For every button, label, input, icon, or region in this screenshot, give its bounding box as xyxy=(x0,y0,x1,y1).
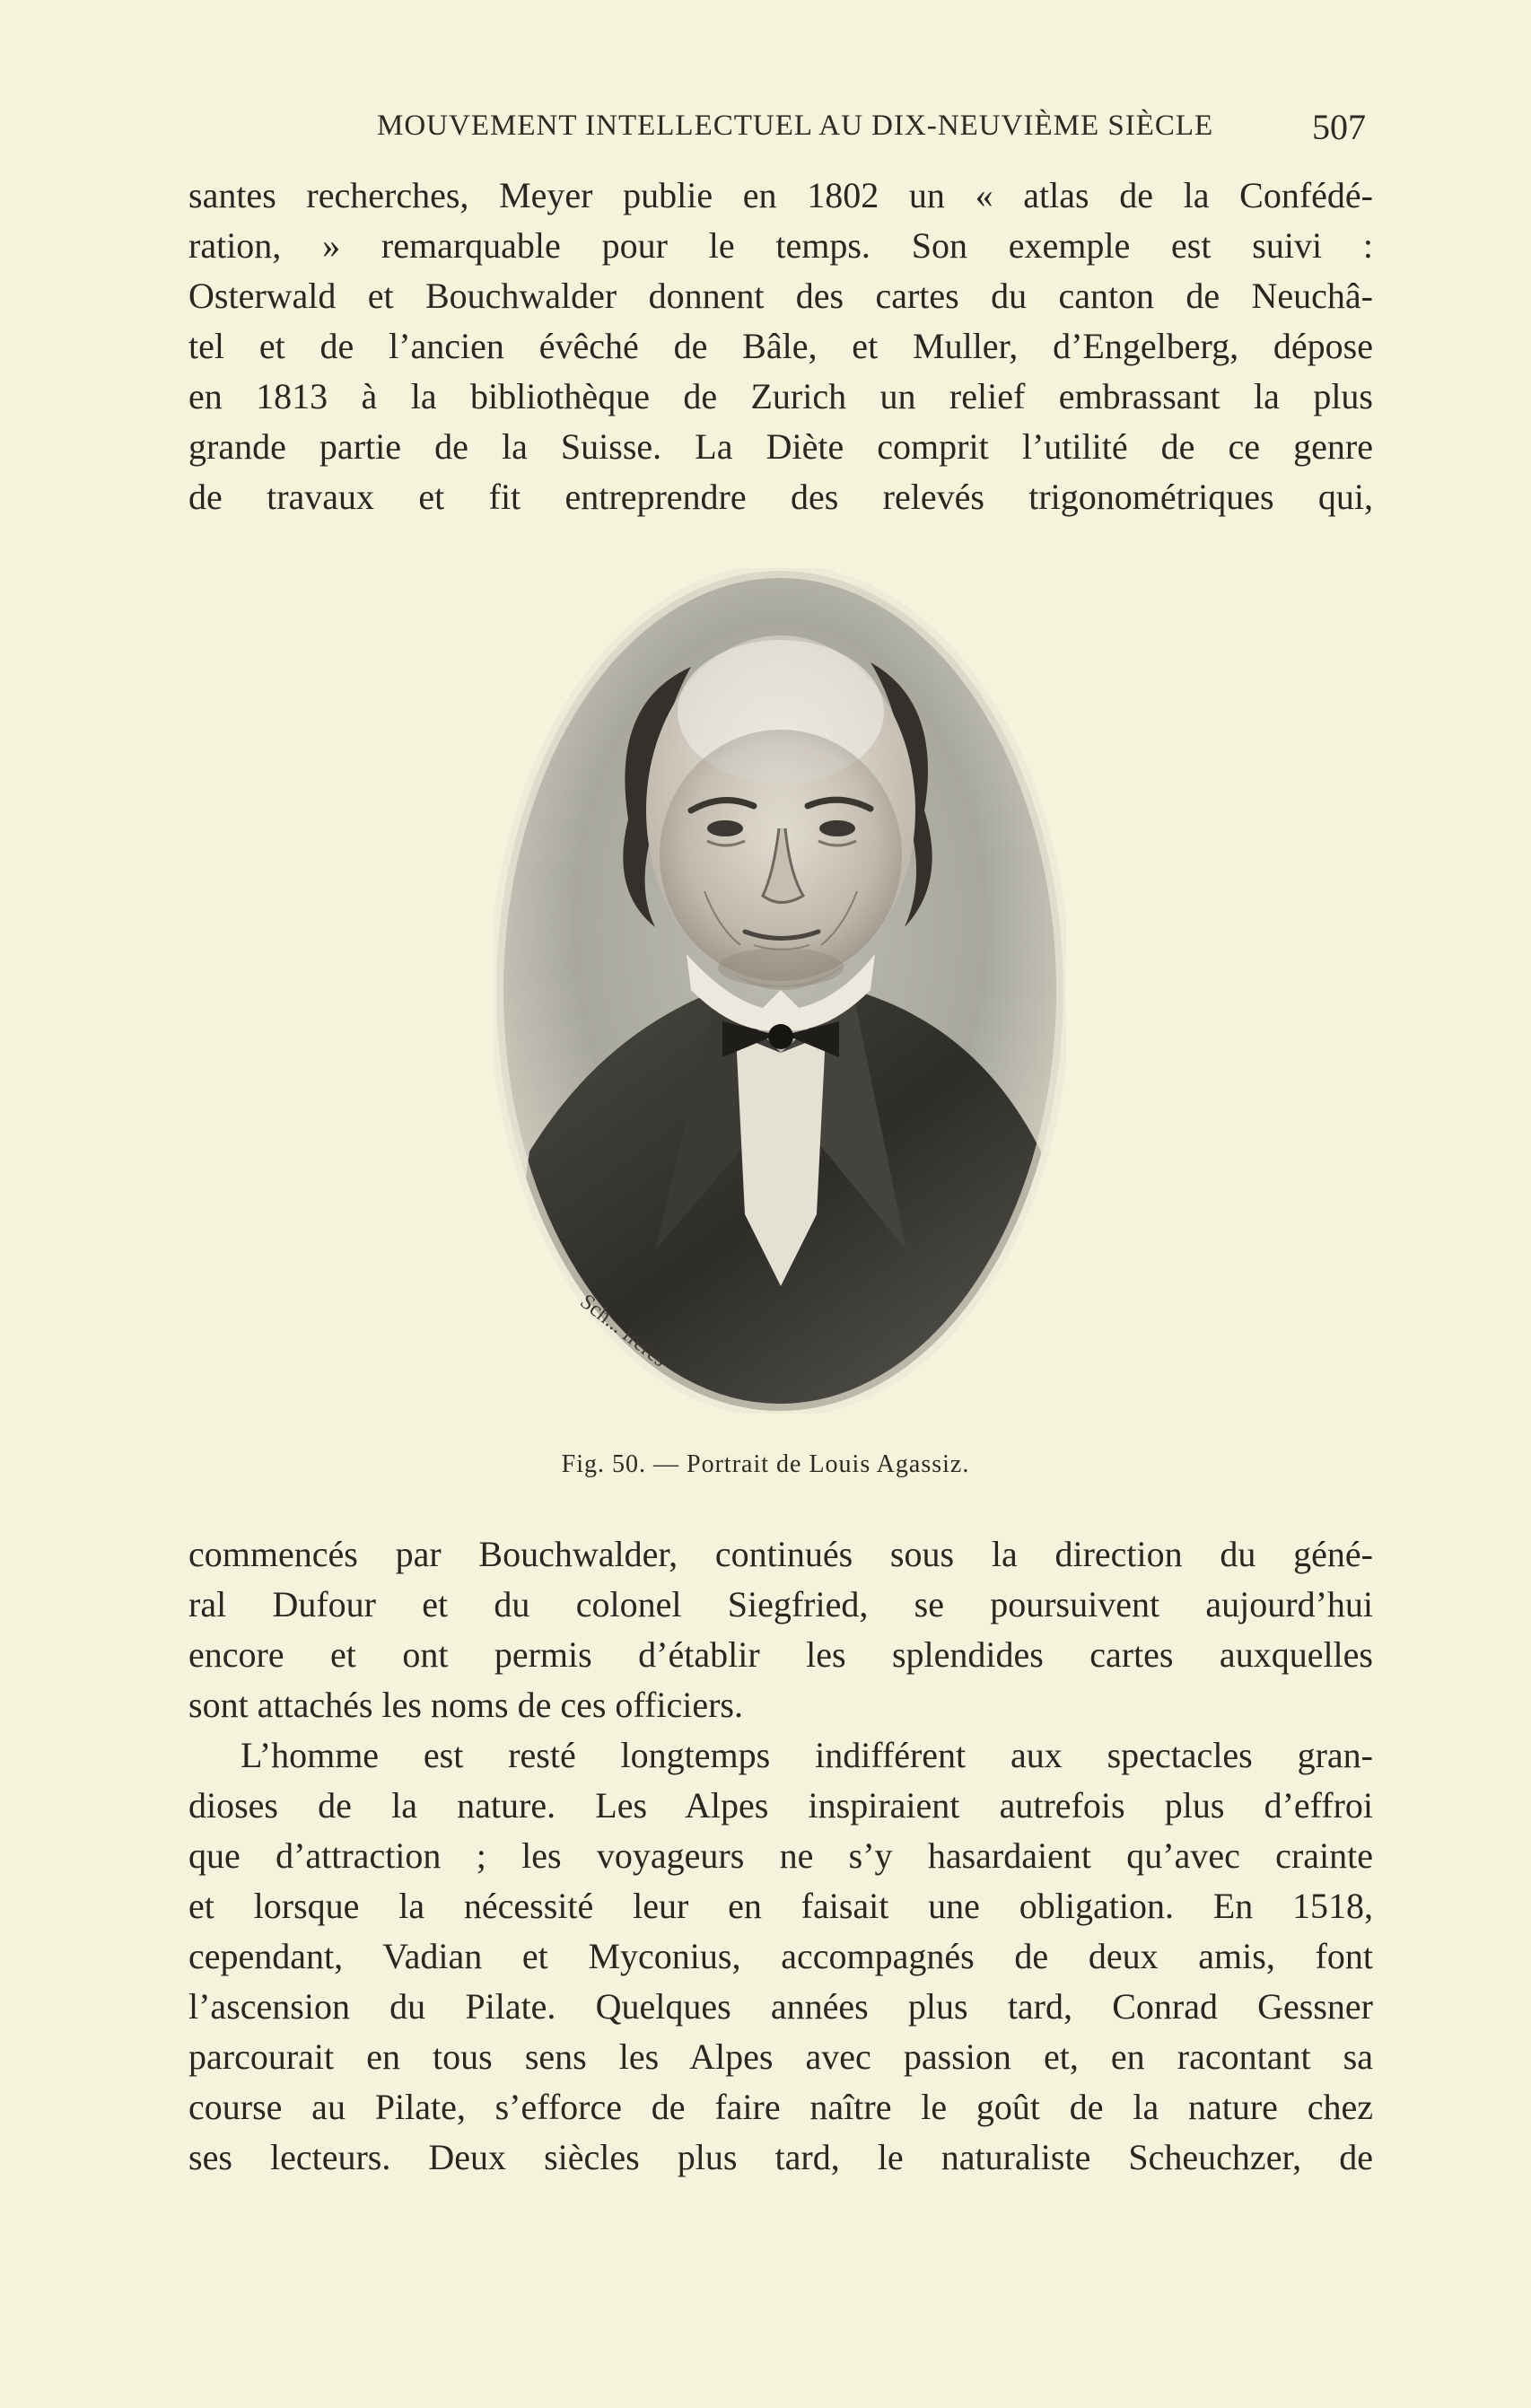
text-line: L’homme est resté longtemps indifférent aux spectacles gran- xyxy=(241,1735,1373,1775)
running-title: MOUVEMENT INTELLECTUEL AU DIX-NEUVIÈME SIÈCLE xyxy=(377,109,1214,142)
text-line: ral Dufour et du colonel Siegfried, se poursuivent aujourd’hui xyxy=(188,1584,1373,1624)
text-line: de travaux et fit entreprendre des relevés trigonométriques qui, xyxy=(188,477,1373,517)
paragraph-2 xyxy=(188,1529,1373,1730)
photographer-signature: Sch... freres xyxy=(575,1290,671,1372)
figure-caption: Fig. 50. — Portrait de Louis Agassiz. xyxy=(561,1450,970,1478)
text-line: course au Pilate, s’efforce de faire naître le goût de la nature chez xyxy=(188,2087,1373,2127)
paragraph-1 xyxy=(188,171,1373,522)
text-line: ration, » remarquable pour le temps. Son exemple est suivi : xyxy=(188,225,1373,266)
text-line: cependant, Vadian et Myconius, accompagnés de deux amis, font xyxy=(188,1936,1373,1976)
text-line: parcourait en tous sens les Alpes avec passion et, en racontant sa xyxy=(188,2036,1373,2077)
text-line: tel et de l’ancien évêché de Bâle, et Muller, d’Engelberg, dépose xyxy=(188,326,1373,366)
text-line: ses lecteurs. Deux siècles plus tard, le naturaliste Scheuchzer, de xyxy=(188,2137,1373,2177)
text-line: dioses de la nature. Les Alpes inspiraient autrefois plus d’effroi xyxy=(188,1785,1373,1826)
text-line: sont attachés les noms de ces officiers. xyxy=(188,1685,743,1725)
text-line: commencés par Bouchwalder, continués sous la direction du géné- xyxy=(188,1534,1373,1574)
text-line: que d’attraction ; les voyageurs ne s’y hasardaient qu’avec crainte xyxy=(188,1835,1373,1876)
text-line: l’ascension du Pilate. Quelques années plus tard, Conrad Gessner xyxy=(188,1986,1373,2027)
text-line: encore et ont permis d’établir les splendides cartes auxquelles xyxy=(188,1634,1373,1675)
text-line: en 1813 à la bibliothèque de Zurich un relief embrassant la plus xyxy=(188,376,1373,416)
text-line: grande partie de la Suisse. La Diète comprit l’utilité de ce genre xyxy=(188,426,1373,467)
page-number: 507 xyxy=(1312,107,1366,147)
text-line: santes recherches, Meyer publie en 1802 un « atlas de la Confédé- xyxy=(188,175,1373,215)
portrait-louis-agassiz xyxy=(494,568,1066,1414)
text-line: et lorsque la nécessité leur en faisait une obligation. En 1518, xyxy=(188,1886,1373,1926)
page-header xyxy=(0,106,1531,151)
paragraph-3 xyxy=(188,1730,1373,2183)
text-line: Osterwald et Bouchwalder donnent des cartes du canton de Neuchâ- xyxy=(188,276,1373,316)
